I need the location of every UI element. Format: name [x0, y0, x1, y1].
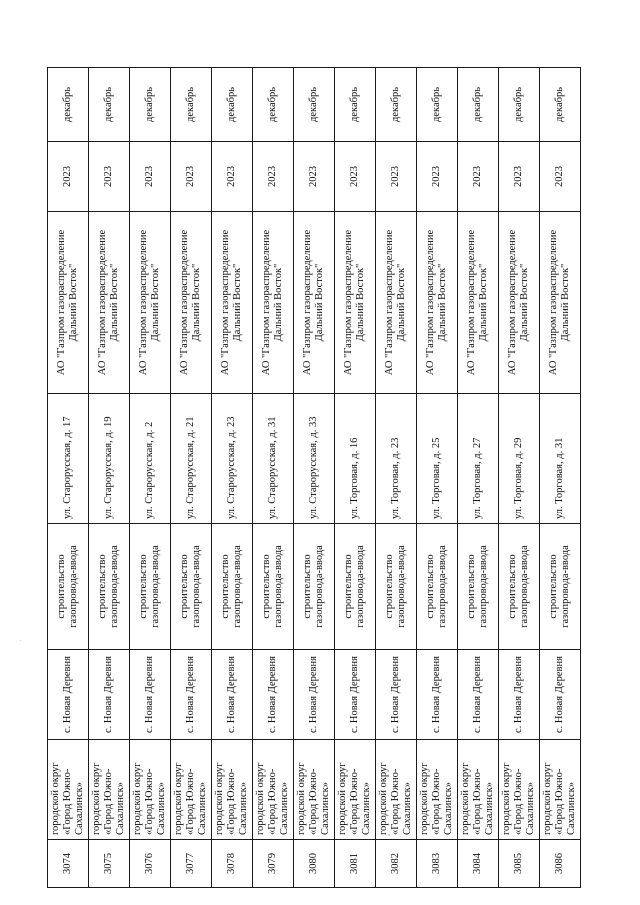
row-number: 3083 — [417, 840, 458, 888]
municipality-cell: городской округ «Город Южно-Сахалинск» — [89, 740, 130, 840]
address-cell: ул. Старорусская, д. 21 — [171, 394, 212, 524]
year-cell: 2023 — [89, 142, 130, 212]
address-cell: ул. Торговая, д. 16 — [335, 394, 376, 524]
address-cell: ул. Старорусская, д. 33 — [294, 394, 335, 524]
row-number: 3076 — [130, 840, 171, 888]
year-cell: 2023 — [417, 142, 458, 212]
table-row — [48, 68, 89, 888]
year-cell: 2023 — [48, 142, 89, 212]
table-row — [130, 68, 171, 888]
month-cell: декабрь — [376, 68, 417, 142]
locality-cell: с. Новая Деревня — [171, 650, 212, 740]
row-number: 3086 — [540, 840, 581, 888]
month-cell: декабрь — [89, 68, 130, 142]
municipality-cell: городской округ «Город Южно-Сахалинск» — [417, 740, 458, 840]
row-number: 3081 — [335, 840, 376, 888]
organization-cell: АО "Газпром газораспределение Дальний Восток" — [48, 212, 89, 394]
table-row — [458, 68, 499, 888]
address-cell: ул. Торговая, д. 27 — [458, 394, 499, 524]
month-cell: декабрь — [212, 68, 253, 142]
row-number: 3074 — [48, 840, 89, 888]
table-row — [294, 68, 335, 888]
address-cell: ул. Торговая, д. 23 — [376, 394, 417, 524]
address-cell: ул. Торговая, д. 29 — [499, 394, 540, 524]
organization-cell: АО "Газпром газораспределение Дальний Восток" — [376, 212, 417, 394]
address-cell: ул. Старорусская, д. 19 — [89, 394, 130, 524]
month-cell: декабрь — [540, 68, 581, 142]
locality-cell: с. Новая Деревня — [376, 650, 417, 740]
work-type-cell: строительство газопровода-ввода — [376, 524, 417, 650]
table-row — [376, 68, 417, 888]
municipality-cell: городской округ «Город Южно-Сахалинск» — [540, 740, 581, 840]
municipality-cell: городской округ «Город Южно-Сахалинск» — [294, 740, 335, 840]
locality-cell: с. Новая Деревня — [48, 650, 89, 740]
work-type-cell: строительство газопровода-ввода — [171, 524, 212, 650]
table-row — [89, 68, 130, 888]
municipality-cell: городской округ «Город Южно-Сахалинск» — [212, 740, 253, 840]
work-type-cell: строительство газопровода-ввода — [212, 524, 253, 650]
month-cell: декабрь — [417, 68, 458, 142]
organization-cell: АО "Газпром газораспределение Дальний Восток" — [417, 212, 458, 394]
year-cell: 2023 — [458, 142, 499, 212]
address-cell: ул. Старорусская, д. 2 — [130, 394, 171, 524]
scan-speck — [20, 640, 21, 641]
table-row — [171, 68, 212, 888]
year-cell: 2023 — [376, 142, 417, 212]
organization-cell: АО "Газпром газораспределение Дальний Восток" — [335, 212, 376, 394]
table-row — [253, 68, 294, 888]
month-cell: декабрь — [48, 68, 89, 142]
year-cell: 2023 — [499, 142, 540, 212]
locality-cell: с. Новая Деревня — [253, 650, 294, 740]
address-cell: ул. Торговая, д. 31 — [540, 394, 581, 524]
gas-pipeline-table — [47, 67, 581, 888]
work-type-cell: строительство газопровода-ввода — [89, 524, 130, 650]
municipality-cell: городской округ «Город Южно-Сахалинск» — [499, 740, 540, 840]
work-type-cell: строительство газопровода-ввода — [540, 524, 581, 650]
municipality-cell: городской округ «Город Южно-Сахалинск» — [458, 740, 499, 840]
month-cell: декабрь — [171, 68, 212, 142]
organization-cell: АО "Газпром газораспределение Дальний Восток" — [253, 212, 294, 394]
organization-cell: АО "Газпром газораспределение Дальний Восток" — [540, 212, 581, 394]
locality-cell: с. Новая Деревня — [335, 650, 376, 740]
row-number: 3084 — [458, 840, 499, 888]
work-type-cell: строительство газопровода-ввода — [294, 524, 335, 650]
work-type-cell: строительство газопровода-ввода — [499, 524, 540, 650]
row-number: 3085 — [499, 840, 540, 888]
address-cell: ул. Старорусская, д. 17 — [48, 394, 89, 524]
municipality-cell: городской округ «Город Южно-Сахалинск» — [130, 740, 171, 840]
municipality-cell: городской округ «Город Южно-Сахалинск» — [335, 740, 376, 840]
work-type-cell: строительство газопровода-ввода — [335, 524, 376, 650]
row-number: 3077 — [171, 840, 212, 888]
month-cell: декабрь — [253, 68, 294, 142]
table-row — [212, 68, 253, 888]
year-cell: 2023 — [540, 142, 581, 212]
organization-cell: АО "Газпром газораспределение Дальний Восток" — [89, 212, 130, 394]
municipality-cell: городской округ «Город Южно-Сахалинск» — [253, 740, 294, 840]
organization-cell: АО "Газпром газораспределение Дальний Восток" — [171, 212, 212, 394]
municipality-cell: городской округ «Город Южно-Сахалинск» — [376, 740, 417, 840]
month-cell: декабрь — [335, 68, 376, 142]
organization-cell: АО "Газпром газораспределение Дальний Восток" — [212, 212, 253, 394]
table-row — [417, 68, 458, 888]
row-number: 3075 — [89, 840, 130, 888]
locality-cell: с. Новая Деревня — [294, 650, 335, 740]
month-cell: декабрь — [294, 68, 335, 142]
row-number: 3079 — [253, 840, 294, 888]
locality-cell: с. Новая Деревня — [540, 650, 581, 740]
month-cell: декабрь — [499, 68, 540, 142]
row-number: 3078 — [212, 840, 253, 888]
table-row — [335, 68, 376, 888]
locality-cell: с. Новая Деревня — [458, 650, 499, 740]
row-number: 3080 — [294, 840, 335, 888]
row-number: 3082 — [376, 840, 417, 888]
address-cell: ул. Старорусская, д. 31 — [253, 394, 294, 524]
locality-cell: с. Новая Деревня — [89, 650, 130, 740]
address-cell: ул. Старорусская, д. 23 — [212, 394, 253, 524]
work-type-cell: строительство газопровода-ввода — [48, 524, 89, 650]
table-body — [48, 68, 581, 888]
table-row — [540, 68, 581, 888]
year-cell: 2023 — [335, 142, 376, 212]
month-cell: декабрь — [458, 68, 499, 142]
year-cell: 2023 — [253, 142, 294, 212]
work-type-cell: строительство газопровода-ввода — [417, 524, 458, 650]
year-cell: 2023 — [294, 142, 335, 212]
month-cell: декабрь — [130, 68, 171, 142]
organization-cell: АО "Газпром газораспределение Дальний Восток" — [458, 212, 499, 394]
locality-cell: с. Новая Деревня — [499, 650, 540, 740]
work-type-cell: строительство газопровода-ввода — [458, 524, 499, 650]
rotated-table-wrapper — [47, 68, 577, 888]
work-type-cell: строительство газопровода-ввода — [130, 524, 171, 650]
table-row — [499, 68, 540, 888]
organization-cell: АО "Газпром газораспределение Дальний Восток" — [130, 212, 171, 394]
work-type-cell: строительство газопровода-ввода — [253, 524, 294, 650]
year-cell: 2023 — [130, 142, 171, 212]
locality-cell: с. Новая Деревня — [212, 650, 253, 740]
address-cell: ул. Торговая, д. 25 — [417, 394, 458, 524]
locality-cell: с. Новая Деревня — [417, 650, 458, 740]
year-cell: 2023 — [212, 142, 253, 212]
locality-cell: с. Новая Деревня — [130, 650, 171, 740]
organization-cell: АО "Газпром газораспределение Дальний Восток" — [294, 212, 335, 394]
organization-cell: АО "Газпром газораспределение Дальний Восток" — [499, 212, 540, 394]
municipality-cell: городской округ «Город Южно-Сахалинск» — [171, 740, 212, 840]
municipality-cell: городской округ «Город Южно-Сахалинск» — [48, 740, 89, 840]
year-cell: 2023 — [171, 142, 212, 212]
